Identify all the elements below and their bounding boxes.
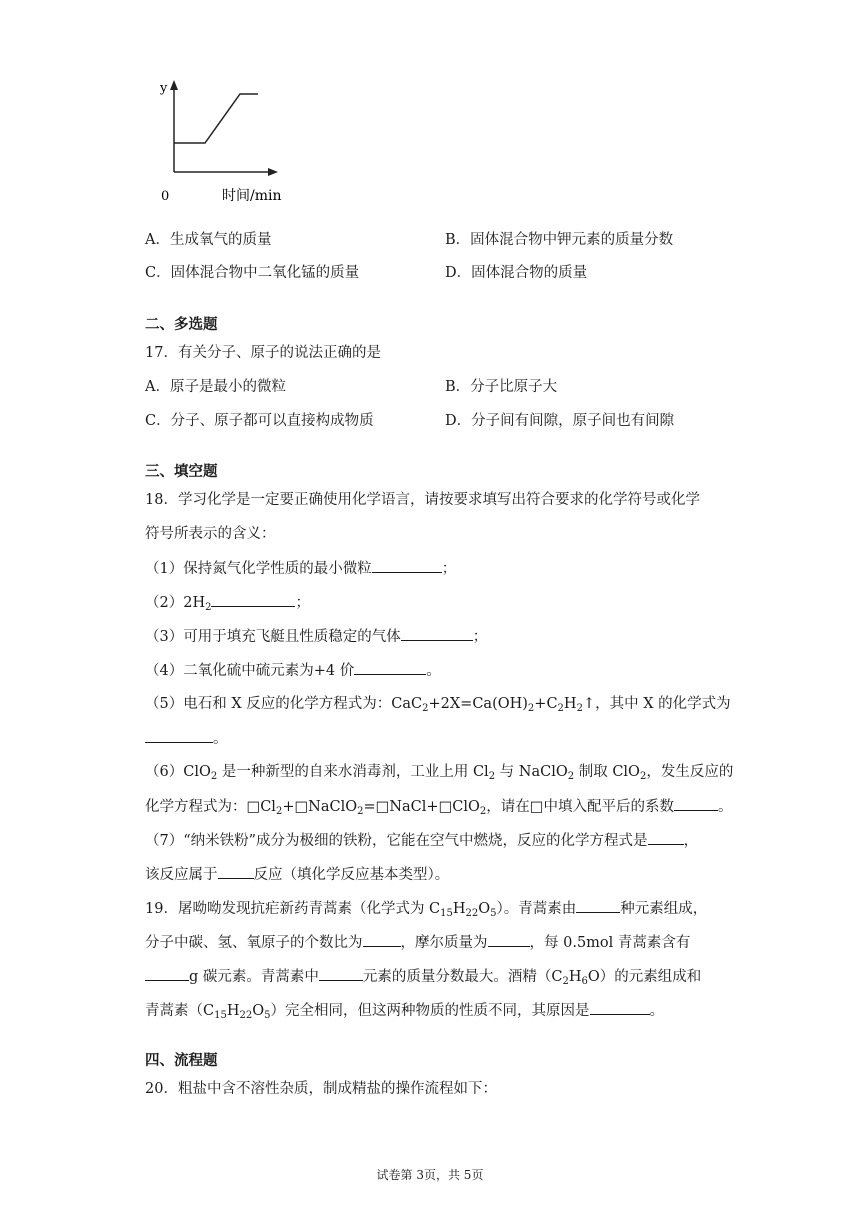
section-title-flow: 四、流程题 [145,1052,218,1069]
q18-part2: $(2)2H_2$ ； [145,592,310,613]
q19-line3: g 碳元素。青蒿素中 元素的质量分数最大。酒精$(C_2H_6O)$的元素组成和 [145,966,701,987]
q18-stem-line2: 符号所表示的含义： [145,526,276,542]
answer-blank[interactable] [145,966,189,981]
answer-blank[interactable] [488,932,530,947]
answer-blank[interactable] [319,966,363,981]
y-axis-arrow [170,80,178,90]
q17-stem: 17．有关分子、原子的说法正确的是 [145,345,381,361]
q17-option-c: C．分子、原子都可以直接构成物质 [145,413,374,429]
q18-part7: （7）“纳米铁粉”成分为极细的铁粉，它能在空气中燃烧，反应的化学方程式是 ， [145,830,698,851]
q20-stem: 20．粗盐中含不溶性杂质，制成精盐的操作流程如下： [145,1081,497,1097]
q17-option-d: D．分子间有间隙，原子间也有间隙 [445,413,675,429]
x-axis-arrow [268,168,278,176]
curve-line [174,94,258,143]
q16-option-a: A．生成氧气的质量 [145,232,272,248]
q18-part5-answer: 。 [145,728,228,749]
q19-line2: 分子中碳、氢、氧原子的个数比为 ，摩尔质量为 ，每 0.5mol 青蒿素含有 [145,932,690,953]
q17-option-a: A．原子是最小的微粒 [145,379,286,395]
q19-line4: 青蒿素$(C_{15}H_{22}O_5)$完全相同，但这两种物质的性质不同，其原因是 。 [145,1000,664,1021]
answer-blank[interactable] [354,660,426,675]
answer-blank[interactable] [590,1000,650,1015]
answer-blank[interactable] [648,830,684,845]
y-axis-label: y [160,81,168,96]
page-footer: 试卷第 3页，共 5页 [376,1168,484,1182]
x-axis-label: 时间/min [222,188,282,204]
answer-blank[interactable] [576,898,620,913]
q18-part3: （3）可用于填充飞艇且性质稳定的气体 ； [145,626,487,647]
q18-part1: （1）保持氮气化学性质的最小微粒 ； [145,558,456,579]
answer-blank[interactable] [372,558,442,573]
origin-label: 0 [161,189,170,204]
q19-line1: 19．屠呦呦发现抗疟新药青蒿素（化学式为 $C_{15}H_{22}O_5$）。青蒿素由 种元素组成， [145,898,707,919]
q18-part7-line2: 该反应属于 反应（填化学反应基本类型）。 [145,864,449,885]
q18-part4: （4）二氧化硫中硫元素为+4 价 。 [145,660,441,681]
answer-blank[interactable] [674,796,718,811]
answer-blank[interactable] [211,592,295,607]
q18-part5: （5）电石和 X 反应的化学方程式为：$CaC_2+2X=Ca(OH)_2+C_2H_2↑$，其中 X 的化学式为 [145,696,731,714]
section-title-fill: 三、填空题 [145,463,218,480]
line-graph [150,72,300,212]
q18-part6-line2: 化学方程式为：$□Cl_2+□NaClO_2=□NaCl+□ClO_2$，请在□中填入配平后的系数 。 [145,796,732,817]
q16-option-d: D．固体混合物的质量 [445,265,588,281]
q18-part6: （6）ClO$_2$ 是一种新型的自来水消毒剂，工业上用 $Cl_2$ 与 NaClO$_2$ 制取 ClO$_2$，发生反应的 [145,764,734,782]
answer-blank[interactable] [145,728,213,743]
section-title-multi: 二、多选题 [145,316,218,333]
answer-blank[interactable] [363,932,401,947]
q16-option-b: B．固体混合物中钾元素的质量分数 [445,232,674,248]
q17-option-b: B．分子比原子大 [445,379,558,395]
q18-stem-line1: 18．学习化学是一定要正确使用化学语言，请按要求填写出符合要求的化学符号或化学 [145,492,700,508]
answer-blank[interactable] [218,864,254,879]
q16-option-c: C．固体混合物中二氧化锰的质量 [145,265,360,281]
answer-blank[interactable] [401,626,473,641]
